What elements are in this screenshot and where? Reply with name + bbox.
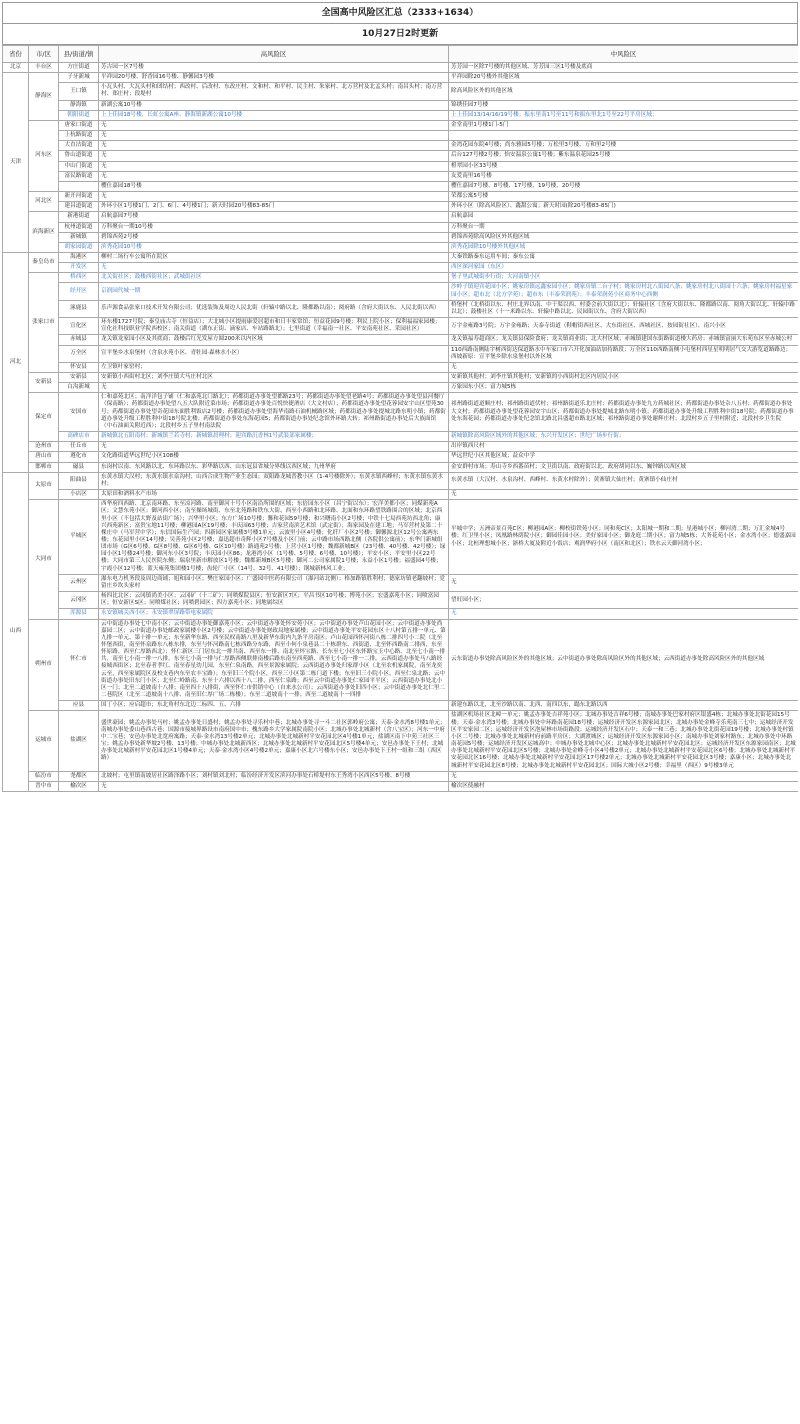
high-risk-cell: 启航嘉园7号楼 — [99, 212, 449, 222]
city-cell: 河东区 — [29, 120, 59, 191]
table-row — [3, 192, 799, 202]
high-risk-cell: 环东楼1727号院；秦皇庙古寺（恒益店）；大北城小区提雨康爱居超市和日丰家常馆；恒益花园9号楼；利民上院小区；保利福福家园楼；宣化社科技职业学院西校区；南关街道（湖东正街、滴家店、车站路路北）；七里街道（幸福南一社区、平安南苑社区、采园社区） — [99, 318, 449, 335]
county-cell: 云州区 — [59, 574, 99, 591]
county-cell: 大直沽街道 — [59, 141, 99, 151]
table-row — [3, 781, 799, 791]
high-risk-cell: 东黄水镇大汉村；东黄水镇水泉沟村；山西合成生物产业生态园；双阳路龙城普教小区（1-4号楼除外）；东黄水镇西峰村；东黄水镇东黄水村； — [99, 472, 449, 489]
mid-risk-cell: 110西路南侧陆宇树西街达保道路水中车家口市六开化加油站加持路段；万全区110西路南侧小屯堡村西星星明明居气交大游览道路路边；西坡新原：宣平堡乡除水泉堡村以外区域 — [449, 345, 799, 362]
county-cell: 赤城县 — [59, 335, 99, 345]
mid-risk-cell: 无 — [449, 574, 799, 591]
mid-risk-cell: 祁州路街道道顺庄村；祁州路街道伏村；祁州路街道乐北庄村；药都街道办事处九方药城社区；药都街道办事处杂八五村；药都街道办事处大文村；药都街道办事处望花蓉园安宇山区；药都街道办事处提城北路东明小镇；药都街道办事处升级工程胜利中街18号院；药都街道办事处东海花园；药都街道办事处纪念馆北路北昌盛超市路北区域；祁州路街道办事处谢辉庄村；北段村乡五子里村附近；北段村乡卫生院 — [449, 393, 799, 432]
province-cell: 北京 — [3, 63, 29, 73]
high-risk-cell: 无 — [99, 151, 449, 161]
city-cell: 唐山市 — [29, 452, 59, 462]
high-risk-cell: 新城镇北五阳南村；新城镇兰若寺村；新城镇晨理村；迎宾路沉香林1号武装部家属楼； — [99, 432, 449, 442]
mid-risk-cell: 上上佳园13/14/16/19号楼；振东里南1号至11号和振东里北1号至22号平房区域； — [449, 110, 799, 120]
table-row — [3, 318, 799, 335]
county-cell: 宣化区 — [59, 318, 99, 335]
city-cell: 保定市 — [29, 393, 59, 442]
county-cell: 涿鹿县 — [59, 300, 99, 317]
high-risk-cell: 无 — [99, 263, 449, 273]
high-risk-cell: 无 — [99, 131, 449, 141]
high-risk-cell: 安新镇小西街村北区；刘李庄镇大马庄村北区 — [99, 373, 449, 383]
high-risk-cell: 上上佳园18号楼、长虹公寓A座、静海镇新湖公寓10号楼 — [99, 110, 449, 120]
county-cell: 鲁山道街道 — [59, 151, 99, 161]
city-cell: 张家口市 — [29, 273, 59, 373]
table-row — [3, 222, 799, 232]
county-cell: 平城区 — [59, 500, 99, 575]
city-cell: 河北区 — [29, 192, 59, 212]
county-cell: 子牙新城 — [59, 73, 99, 83]
mid-risk-cell: 云东街道办事处除高风险区外的其他区域；云中街道办事处除高风险区外的其他区域；云西街道办事处除高风险区外的其他区域 — [449, 619, 799, 701]
table-row — [3, 592, 799, 609]
table-row — [3, 161, 799, 171]
table-row — [3, 63, 799, 73]
mid-risk-cell: 桥堡村（北桥街以东、村庄北界以南、中干渠以西、村委会前大街以北）；轩辕社区（含府大街以东、隆都路以南、阅角大街以北、轩辕中路以北）；鼓楼社区（十一米路以东、轩辕中路以北、民园街以东、含府大街以西） — [449, 300, 799, 317]
mid-risk-cell: 平祥园除20号楼外其他区域 — [449, 73, 799, 83]
mid-risk-cell: 安新镇其他村；刘李庄镇其他村；安新镇的小西街村北区内居民小区 — [449, 373, 799, 383]
high-risk-cell: 无 — [99, 141, 449, 151]
county-cell: 桥西区 — [59, 273, 99, 283]
mid-risk-cell: 新城镇除高风险区域外的其他区域；东兴开发区区；世纪广场步行街； — [449, 432, 799, 442]
county-cell: 怀安县 — [59, 362, 99, 372]
table-row — [3, 100, 799, 110]
high-risk-cell: 无 — [99, 442, 449, 452]
mid-risk-cell: 无 — [449, 771, 799, 781]
county-cell: 中山门街道 — [59, 161, 99, 171]
header-province: 省份 — [3, 46, 29, 63]
mid-risk-cell: 外环小区（除高风险区）、鑫甜公寓；新天时园(除20号楼83-85门) — [449, 202, 799, 212]
county-cell: 磁县 — [59, 462, 99, 472]
table-row — [3, 609, 799, 619]
table-row — [3, 771, 799, 781]
county-cell: 万全区 — [59, 345, 99, 362]
county-cell: 新城镇 — [59, 232, 99, 242]
header-high-risk: 高风险区 — [99, 46, 449, 63]
county-cell: 高碑店市 — [59, 432, 99, 442]
high-risk-cell: 京润园代城一期 — [99, 283, 449, 300]
page-title: 全国高中风险区汇总（2333+1634） — [2, 2, 798, 23]
mid-risk-cell: 榆次区使融村 — [449, 781, 799, 791]
mid-risk-cell: 无 — [449, 490, 799, 500]
county-cell: 尧都区 — [59, 771, 99, 781]
header-county: 县/街道/镇 — [59, 46, 99, 63]
city-cell: 滨海新区 — [29, 212, 59, 253]
table-row — [3, 283, 799, 300]
county-cell: 云冈区 — [59, 592, 99, 609]
province-cell: 河北 — [3, 252, 29, 472]
high-risk-cell: 外环小区1号楼1门、2门、6门、4号楼1门；新天时园20号楼83-85门 — [99, 202, 449, 212]
high-risk-cell: 芳古园一区7号楼 — [99, 63, 449, 73]
county-cell: 海港区 — [59, 252, 99, 262]
table-row — [3, 574, 799, 591]
county-cell: 新开河街道 — [59, 192, 99, 202]
mid-risk-cell: 华远世纪小区其他区域；益众中学 — [449, 452, 799, 462]
county-cell: 浑源县 — [59, 609, 99, 619]
table-row — [3, 171, 799, 181]
table-row — [3, 202, 799, 212]
high-risk-cell: 无 — [99, 383, 449, 393]
table-row — [3, 120, 799, 130]
table-row — [3, 432, 799, 442]
county-cell — [59, 181, 99, 191]
table-row — [3, 232, 799, 242]
table-row — [3, 373, 799, 383]
mid-risk-cell: 沙岭子镇迎宾花园小区；姚家房镇远鑫家园小区；姚家房镇二台子村；姚家房村北八街园八条；姚家房村北八街园十六条；姚家房村福星家园小区；超市北（北方学苑）；超市东（丰泰荣润苑）；丰泰荣润苑小区商务中心西侧 — [449, 283, 799, 300]
mid-risk-cell: 东黄水镇（大汉村、水泉沟村、西峰村、东黄水村除外）；黄寨镇大仙庄村；黄寨镇小仙庄村 — [449, 472, 799, 489]
high-risk-cell: 小瓦头村、大瓦头村和团结村；西改村、后改村、东改庄村、文和村、和平村、民主村、朱家村、北万营村及北孟头村；南昌头村；南万营村、郑庄村；段堤村 — [99, 83, 449, 100]
table-row — [3, 110, 799, 120]
mid-risk-cell: 出岸镇西尺村 — [449, 442, 799, 452]
mid-risk-cell: 万象园东小区；富力城5栋 — [449, 383, 799, 393]
high-risk-cell: 乐声源食品张家口技术开发有限公司；优选装饰及周边人民北街（轩辕中路以北、隆都路以南）；阅府路（含府大街以东、人民北街以西） — [99, 300, 449, 317]
table-row — [3, 472, 799, 489]
mid-risk-cell: 西区深河家园（东区） — [449, 263, 799, 273]
mid-risk-cell: 碧锦西苑除高风险区外其他区域 — [449, 232, 799, 242]
mid-risk-cell: 樱仕嘉园7号楼、8号楼、17号楼、19号楼、20号楼 — [449, 181, 799, 191]
table-row — [3, 131, 799, 141]
high-risk-cell: 左卫镇叶家窑村； — [99, 362, 449, 372]
county-cell: 杭州道街道 — [59, 222, 99, 232]
county-cell: 阳曲县 — [59, 472, 99, 489]
table-row — [3, 383, 799, 393]
high-risk-cell: 无 — [99, 781, 449, 791]
city-cell: 静海区 — [29, 73, 59, 121]
table-row — [3, 83, 799, 100]
header-mid-risk: 中风险区 — [449, 46, 799, 63]
high-risk-cell: 万科聚台一期10号楼 — [99, 222, 449, 232]
mid-risk-cell: 万科聚台一期 — [449, 222, 799, 232]
table-row — [3, 711, 799, 771]
high-risk-cell: 杨四比北区；云冈镇尚美小区；云冈矿（十二矿）；同喷煤院县区；恒安新区7区；平昌书区10号楼；博苑小区；宏盛嘉苑小区；同喷富园区；恒安新区S区；同喷煤社区；同喷碧园区；四方嘉苑小区；同地属综区 — [99, 592, 449, 609]
table-row — [3, 452, 799, 462]
mid-risk-cell: 启航嘉园 — [449, 212, 799, 222]
table-row — [3, 141, 799, 151]
table-row — [3, 362, 799, 372]
city-cell: 沧州市 — [29, 442, 59, 452]
high-risk-cell: 仁和嘉苑北区；南洋洋包子铺（仁和嘉苑北门路北）；药都街道办事处望都路23号；药都街道办事处望老路4号；药都街道办事处望县河餐厅（保南路）；药都街道办事处望八五大队附近菜市场；药都街道办事处百悦快捷酒店（大文村店）；药都街道办事处望花蓉园安宇山区望苑30号；药都街道办事处望奇花园东面胜利饭店2号楼；药都街道办事处望海华南路石油机械路区域；药都街道办事处提城北路东明小镇；药都街道办事处升级工程胜利中街18号院北楼；药都街道办事处东海花园5；药都街道办事处纪念馆外环路大转；祁州路街道办事处后大族面馆（中石油面关附近西）；北段村乡五子里村南法院 — [99, 393, 449, 432]
table-row — [3, 345, 799, 362]
table-row — [3, 273, 799, 283]
county-cell: 榆次区 — [59, 781, 99, 791]
mid-risk-cell — [449, 131, 799, 141]
table-row — [3, 490, 799, 500]
high-risk-cell: 北坡村；屯里镇南坡居社区路泽路小区；刘村镇刘北村；临汾经济开发区滨河办事处石桥堤村东王秀湾小区西区5号楼、8号楼 — [99, 771, 449, 781]
city-cell: 安新县 — [29, 373, 59, 393]
mid-risk-cell: 盐湖区机场社区北嶂一单元；姚孟办事处吉祥苑小区；北城办事处吉祥6号楼；南城办事处巴家村府区银盛4栋；北城办事处北街花园15号楼；天泰·金水湾3号楼；北城办事处中环路南花园18号楼；运城经济开发区东源家园北区；北城办事处金峰寺乐苑南三七中；运城经济开发区平安家园二区；运城经济开发区泡屋林市场街路段；运城经济开发区石中；天泰一和三巷；北城办事处北街花园19号楼；北城办事处村镇小区二号楼；北城办事处北城新村府前路平房区；大湖渡城区；运城经济开发区东源家园小区；南城办事处刘家村路东；北城办事处中环路南花园5号楼；运城经济开发区运城高中；中城办事处北城中心区；北城办事处北城新村平安花园北区；运城经济开发区东源家园南区；北城办事处北城新村平安花园北区5号楼；北城办事处金峰寺小区4号楼2单元；北城办事处北城新村平安花园北区6号楼；北城办事处北城新村平安花园北区16号楼；北城办事处北城新村平安花园北区17号楼2单元；北城办事处北城新村平安花园北区3号楼；嘉康小区；北城办事处北城新村平安花园北区8号楼；北城办事处北城新村平安花园北区；国际大城小区2号楼；幸福里（西区）9号楼3单元 — [449, 711, 799, 771]
table-row — [3, 212, 799, 222]
table-row — [3, 335, 799, 345]
city-cell: 太原市 — [29, 472, 59, 499]
county-cell: 任丘市 — [59, 442, 99, 452]
header-city: 市/区 — [29, 46, 59, 63]
province-cell: 天津 — [3, 73, 29, 253]
mid-risk-cell: 金安群村市场；寿山寺乡西番苗村；文卫街以南、政府街以北、政府胡同以东、巍钟路以西区域 — [449, 462, 799, 472]
mid-risk-cell: 平城中学；五洲帝景百苑C区；柳港园A区；柳校街铁苑小区；同和苑C区；太阳城一期和二期；星港城小区；柳河湾二期；万汇金城4号楼；红卫里小区；凤凰路林荫院小区；御园佳园小区；美好家园小区；御龙庭二期小区；富力城5栋；大务花苑小区；金水湾小区；德盛嘉园小区；北桓理想城小区；浙桥大厦及附近小饭店；观润华府小区（南区和北区）；铁水云天御河湾小区； — [449, 500, 799, 575]
table-row — [3, 442, 799, 452]
mid-risk-cell: 除高风险区外的其他区域 — [449, 83, 799, 100]
high-risk-cell: 无 — [99, 161, 449, 171]
city-cell: 大同市 — [29, 500, 59, 619]
county-cell: 方庄街道 — [59, 63, 99, 73]
county-cell: 胡家园街道 — [59, 242, 99, 252]
high-risk-cell: 碧锦西苑2号楼 — [99, 232, 449, 242]
mid-risk-cell: 龙关镇福寿超商区；龙关镇县保险食府；龙关镇商业街；北大村区域；赤城镇建国东街路街道楼大药房；赤城镇富丽大东苑东区至赤城公村 — [449, 335, 799, 345]
mid-risk-cell: 无 — [449, 362, 799, 372]
high-risk-cell: 盛世豪园；姚孟办事处马村；姚孟办事处日盛村；姚孟办事处寻乐村中巷；北城办事处寻一斗二社区郭岭府公寓；天泰·金水湾8号楼1单元；南城办事处委山巷西古巷；国源市接城界路设市南府国中市；槐东路乡大学家属院南院小区；北城办事处北城新村（含八宝区）；河东一中府中二宝巷；安邑办事处北宽府寓路；天泰·金水湾13号楼2单元；北城办事处北城新村平安花园北区4号楼1单元；盐湖区南下中苑三社区三宝；姚孟办事处新华坡2号楼、13号楼；中城办事处北城新西区；北城办事处北城新村平安花园北区5号楼4单元；安邑办事处下王村；北城办事处北城新村平安花园北区1号楼4单元；天泰·金水湾小区4号楼2单元；嘉康小区北六号楼东小区；安邑办事处下王村一组和三组（西区路） — [99, 711, 449, 771]
mid-risk-cell: 友爱南里16号楼 — [449, 171, 799, 181]
county-cell: 遵化市 — [59, 452, 99, 462]
page — [2, 2, 798, 1420]
county-cell: 安国市 — [59, 393, 99, 432]
table-row — [3, 181, 799, 191]
county-cell: 开发区 — [59, 263, 99, 273]
high-risk-cell: 无 — [99, 120, 449, 130]
county-cell: 盐湖区 — [59, 711, 99, 771]
high-risk-cell: 宣平堡乡水泉堡村（含泉水苑小区、青牡园·森林水小区） — [99, 345, 449, 362]
province-cell: 山西 — [3, 472, 29, 791]
mid-risk-cell: 橙翠园小区33号楼 — [449, 161, 799, 171]
table-row — [3, 242, 799, 252]
table-row — [3, 263, 799, 273]
high-risk-cell: 东岗村以南、东风路以北、东环路以东、彩华路以西、山东冠县省城分界线以西区域；九州华府 — [99, 462, 449, 472]
county-cell: 怀仁市 — [59, 619, 99, 701]
mid-risk-cell: 荣都公寓5号楼 — [449, 192, 799, 202]
mid-risk-cell: 新建东路以北，北至沙路以南、北西、南四以东，蹋东北路以西 — [449, 701, 799, 711]
table-row — [3, 73, 799, 83]
mid-risk-cell: 无 — [449, 609, 799, 619]
county-cell: 小店区 — [59, 490, 99, 500]
high-risk-cell: 无 — [99, 192, 449, 202]
county-cell: 应县 — [59, 701, 99, 711]
city-cell: 邯郸市 — [29, 462, 59, 472]
mid-risk-cell: 大秦铁路秦东运用车间；秦东公寓 — [449, 252, 799, 262]
city-cell: 运城市 — [29, 711, 59, 771]
mid-risk-cell: 堡子里武城街步行街；大河南镇小区 — [449, 273, 799, 283]
mid-risk-cell: 万宇金雍路3号院；万宇金雍路；天泰寺街道（鞋帽街西社区、大东街社区、西城社区、按园街社区）、南兴小区 — [449, 318, 799, 335]
high-risk-cell: 瀑东电力机务段及周边商铺；旭和园小区；樊庄家园小区；广盛园中医药有限公司（瀑河站北侧）；格加路镇胜利村；德家坊镇老翻坡村；党留庄乡坎头家村 — [99, 574, 449, 591]
table-row — [3, 151, 799, 161]
high-risk-cell: 文化路街道华远世纪小区108楼 — [99, 452, 449, 462]
city-cell: 朔州市 — [29, 619, 59, 711]
county-cell: 静海镇 — [59, 100, 99, 110]
update-time: 10月27日2时更新 — [2, 23, 798, 45]
mid-risk-cell: 后台127号楼2号楼；怡安温泉公寓1号楼；紫东温泉花园25号楼 — [449, 151, 799, 161]
county-cell: 经开区 — [59, 283, 99, 300]
county-cell: 朝阳街道 — [59, 110, 99, 120]
high-risk-cell: 国丁小区；应启超市；东北角村东北边二标四、五、六排 — [99, 701, 449, 711]
table-row — [3, 462, 799, 472]
mid-risk-cell: 芳芳园一区除7号楼的其他区域、芳芳园三区1号楼及底商 — [449, 63, 799, 73]
mid-risk-cell: 滨秀花园除10号楼外其他区域 — [449, 242, 799, 252]
table-row — [3, 619, 799, 701]
mid-risk-cell: 望旺园小区； — [449, 592, 799, 609]
table-row — [3, 701, 799, 711]
table-row — [3, 252, 799, 262]
county-cell: 安新县 — [59, 373, 99, 383]
risk-table — [2, 45, 798, 792]
county-cell: 白沟新城 — [59, 383, 99, 393]
county-cell: 唐家口街道 — [59, 120, 99, 130]
mid-risk-cell: 金湾花园东院4号楼；尚东雅园5号楼；万松里3号楼、万和里2号楼 — [449, 141, 799, 151]
county-cell: 新港街道 — [59, 212, 99, 222]
high-risk-cell: 西华府四西路、北京南环路、东至凉河路、南至御河十号小区南沿所围的区域；东倍园东小区（昌宁街以东）；宏洋美都小区；同煤新苑A区；文慧东苑小区；御河西小区；南至操场城街、东至北苑路和铁东大街、西至小西路和北环路、北面和东环路望铁路围合的区域；北京西里小区（不包括大野及站街广场）；兴华里小区；东方广场10号楼；馨和花园59号楼；和兴曙南小区2号楼；中铁十七局西苑坊西北角；康兴西苑新区；富贵宝地11号楼；柳港园A区19号楼；丰庆园63号楼；吉家营南滨艺术馆（武定街）；海家园及在建工地；马军营村及第二十棵庄中（马军营中学）；东信国际生产园；四新园区家属楼3号楼1单元；云波里小区4号楼；化纤厂小区2号楼；御馨源北区12号公寓两东楼；东花园里小区14号楼；吴善苑小区2号楼；嘉迅超市奇辉小区7号楼及小区门前；云中路市场西路北侧（各院供公寓前）；东华门新城组团市场（G区6号楼、G区8号楼、G区6号楼、G区10号楼）路通苑2号楼；上营小区1号楼；魏都新城B区（23号楼、40号楼、42号楼）；绿园小区1号楼24号楼；御河东小区3号院；丰庆园小区86；龙港湾小区（1号楼、5号楼、6号楼、10号楼）；平安小区；平安里小区22号楼；大同市第三人民医院东侧；瑞泉里新市解放区1号楼；魏都新城B区5号楼；御河二公司家属院1号楼；永益小区1号楼；福盛园4号楼；宇霞小区12号楼；蓝天雍苑集团楼1号楼；齿轮厂小区（14号、32号、41号楼）；钢城新林风工业； — [99, 500, 449, 575]
high-risk-cell: 柳村二场行车公寓所在院区 — [99, 252, 449, 262]
city-cell: 晋中市 — [29, 781, 59, 791]
mid-risk-cell: 锦绣佳园7号楼 — [449, 100, 799, 110]
table-header — [3, 46, 799, 63]
table-row — [3, 393, 799, 432]
high-risk-cell: 云中街道办事处七中南小区；云中街道办事处御嘉苑小区；云中街道办事处怀安苑小区；云中街道办事处芦山花园小区；云中街道办事处尚嘉园二区；云中街道办事处邮政家属楼小区2号楼；云中街道办事处财政局地家属楼；云中街道办事处平安花园东区十八村第五排一单元、第九排一单元、第十排一单元；东至新华东路、西至民权南路八里及新华东街内九条平房南区；卢山花园西怀河街八栋二排四号小二院（北至怀堡西街，南至怀泉路东八栋东排，东至与怀河路南七栋西路分东路，西至小何小泉巷县二十栋群东、西街道、北至怀西路南二排西，东至怀原路、西至仁厚路西北）；怀仁新区三门居东北一排共南、西至东一排、南北至怀宝路、长东至七小区东怀路宝玉中心路、北至七小南一排共，南至七小南一排一八排，东至七小南一排与仁厚路西侧联排南楼后路东南至西苑路、西至七小南一排一二排。云西街道办事处马八路经接城西街区；北至春者孝红、南至春星幼儿园，东至仁泉南路，西至景源家属院；云西街道办事处归家群小区（北至农机家属院，南至龙奕云至，西至家属院区及校支巷内东至农丰宝路）；东至旧三个院小区，西至三小区第二栋门道下楼；东至旧三小院小区，西至仁泉北路；云中街道办事处旧东门小区；北至仁岭路南、东至十六排以西十八二排，西至仁泉路；西至云中街道办事处仁家园平平区；云西街道办事处北小区一门；北至二道坡南十八排；南至四十八排街，西至怀仁市供销中心（自来水公司）；云西街道办事处旧四小区；云中街道办事处北仁里二二巷院区（北至二道坡南十八排、南至旧仁厚广场二栋楼）；东至二道坡南十一排；西至二道坡南十一四排 — [99, 619, 449, 701]
high-risk-cell: 北关街社区；鼓楼西街社区；武城街社区 — [99, 273, 449, 283]
county-cell: 富民路街道 — [59, 171, 99, 181]
high-risk-cell: 永安镇城关西小区；永安镇翠屏路带电家属院 — [99, 609, 449, 619]
high-risk-cell: 新湖公寓10号楼 — [99, 100, 449, 110]
county-cell: 上杭路街道 — [59, 131, 99, 141]
table-body — [3, 63, 799, 792]
table-row — [3, 300, 799, 317]
county-cell: 王口镇 — [59, 83, 99, 100]
high-risk-cell: 平祥园20号楼、舒香园16号楼、静馨园3号楼 — [99, 73, 449, 83]
city-cell: 丰台区 — [29, 63, 59, 73]
high-risk-cell: 无 — [99, 171, 449, 181]
high-risk-cell: 太原田和酒料水产市场 — [99, 490, 449, 500]
city-cell: 临汾市 — [29, 771, 59, 781]
high-risk-cell: 滨秀花园10号楼 — [99, 242, 449, 252]
mid-risk-cell: 金堂南里1号楼1门-5门 — [449, 120, 799, 130]
high-risk-cell: 龙关镇龙家园小区及其底商；鼓楼后红光发屋方圆200米以内区域 — [99, 335, 449, 345]
county-cell: 建昌道街道 — [59, 202, 99, 212]
city-cell: 秦皇岛市 — [29, 252, 59, 272]
table-row — [3, 500, 799, 575]
high-risk-cell: 樱仕嘉园18号楼 — [99, 181, 449, 191]
